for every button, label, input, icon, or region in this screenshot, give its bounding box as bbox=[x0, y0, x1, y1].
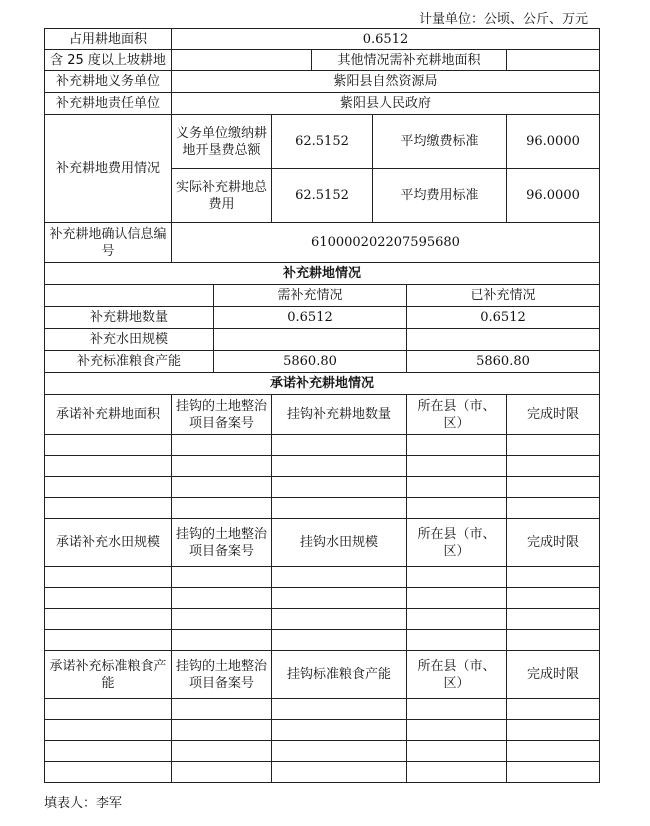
occupied-area-label: 占用耕地面积 bbox=[45, 29, 172, 50]
needed-header: 需补充情况 bbox=[214, 285, 407, 307]
supplement-row-done: 5860.80 bbox=[407, 351, 600, 373]
avg-cost-label: 平均费用标准 bbox=[373, 169, 507, 223]
table-row bbox=[45, 720, 600, 741]
done-header: 已补充情况 bbox=[407, 285, 600, 307]
supplement-row-done bbox=[407, 329, 600, 351]
row-supplement-title bbox=[45, 263, 600, 285]
table-row bbox=[45, 329, 600, 351]
promise-col-4: 所在县（市、区） bbox=[407, 519, 507, 567]
row-supplement-header bbox=[45, 285, 600, 307]
unit-label: 计量单位：公顷、公斤、万元 bbox=[418, 12, 588, 27]
paid-total-label: 义务单位缴纳耕地开垦费总额 bbox=[172, 115, 272, 169]
supplement-row-label: 补充水田规模 bbox=[45, 329, 214, 351]
avg-cost-value: 96.0000 bbox=[507, 169, 600, 223]
slope-label: 含 25 度以上坡耕地 bbox=[45, 50, 172, 71]
table-row bbox=[45, 630, 600, 651]
table-row bbox=[45, 567, 600, 588]
table-row bbox=[45, 307, 600, 329]
table-row bbox=[45, 741, 600, 762]
row-confirm bbox=[45, 223, 600, 263]
actual-total-label: 实际补充耕地总费用 bbox=[172, 169, 272, 223]
supplement-row-needed: 0.6512 bbox=[214, 307, 407, 329]
obligation-unit-label: 补充耕地义务单位 bbox=[45, 71, 172, 93]
supplement-header-blank bbox=[45, 285, 214, 307]
promise-header-row bbox=[45, 395, 600, 435]
promise-col-3: 挂钩标准粮食产能 bbox=[272, 651, 407, 699]
table-row bbox=[45, 456, 600, 477]
paid-total-value: 62.5152 bbox=[272, 115, 373, 169]
promise-header-row bbox=[45, 519, 600, 567]
supplement-section-title: 补充耕地情况 bbox=[45, 263, 600, 285]
promise-col-4: 所在县（市、区） bbox=[407, 651, 507, 699]
promise-col-2: 挂钩的土地整治项目备案号 bbox=[172, 651, 272, 699]
promise-section-title: 承诺补充耕地情况 bbox=[45, 373, 600, 395]
table-row bbox=[45, 588, 600, 609]
promise-header-row bbox=[45, 651, 600, 699]
table-row bbox=[45, 477, 600, 498]
table-row bbox=[45, 435, 600, 456]
promise-col-1: 承诺补充水田规模 bbox=[45, 519, 172, 567]
supplement-row-done: 0.6512 bbox=[407, 307, 600, 329]
table-row bbox=[45, 498, 600, 519]
avg-paid-label: 平均缴费标准 bbox=[373, 115, 507, 169]
table-row bbox=[45, 609, 600, 630]
promise-col-4: 所在县（市、区） bbox=[407, 395, 507, 435]
obligation-unit-value: 紫阳县自然资源局 bbox=[172, 71, 600, 93]
actual-total-value: 62.5152 bbox=[272, 169, 373, 223]
promise-col-5: 完成时限 bbox=[507, 651, 600, 699]
row-occupied-area bbox=[45, 29, 600, 50]
promise-col-5: 完成时限 bbox=[507, 395, 600, 435]
other-area-label: 其他情况需补充耕地面积 bbox=[312, 50, 507, 71]
responsible-unit-label: 补充耕地责任单位 bbox=[45, 93, 172, 115]
supplement-row-label: 补充标准粮食产能 bbox=[45, 351, 214, 373]
slope-value bbox=[172, 50, 312, 71]
promise-col-1: 承诺补充耕地面积 bbox=[45, 395, 172, 435]
supplement-row-label: 补充耕地数量 bbox=[45, 307, 214, 329]
row-promise-title bbox=[45, 373, 600, 395]
row-cost-paid bbox=[45, 115, 600, 169]
promise-col-2: 挂钩的土地整治项目备案号 bbox=[172, 395, 272, 435]
confirm-label: 补充耕地确认信息编号 bbox=[45, 223, 172, 263]
other-area-value bbox=[507, 50, 600, 71]
table-row bbox=[45, 699, 600, 720]
row-responsible-unit bbox=[45, 93, 600, 115]
responsible-unit-value: 紫阳县人民政府 bbox=[172, 93, 600, 115]
promise-col-3: 挂钩水田规模 bbox=[272, 519, 407, 567]
promise-col-1: 承诺补充标准粮食产能 bbox=[45, 651, 172, 699]
occupied-area-value: 0.6512 bbox=[172, 29, 600, 50]
supplement-row-needed: 5860.80 bbox=[214, 351, 407, 373]
avg-paid-value: 96.0000 bbox=[507, 115, 600, 169]
filler-name: 填表人：李军 bbox=[44, 796, 123, 811]
row-slope bbox=[45, 50, 600, 71]
row-obligation-unit bbox=[45, 71, 600, 93]
table-row bbox=[45, 762, 600, 783]
land-form-table bbox=[44, 28, 600, 783]
cost-label: 补充耕地费用情况 bbox=[45, 115, 172, 223]
table-row bbox=[45, 351, 600, 373]
promise-col-3: 挂钩补充耕地数量 bbox=[272, 395, 407, 435]
confirm-value: 610000202207595680 bbox=[172, 223, 600, 263]
supplement-row-needed bbox=[214, 329, 407, 351]
promise-col-5: 完成时限 bbox=[507, 519, 600, 567]
promise-col-2: 挂钩的土地整治项目备案号 bbox=[172, 519, 272, 567]
